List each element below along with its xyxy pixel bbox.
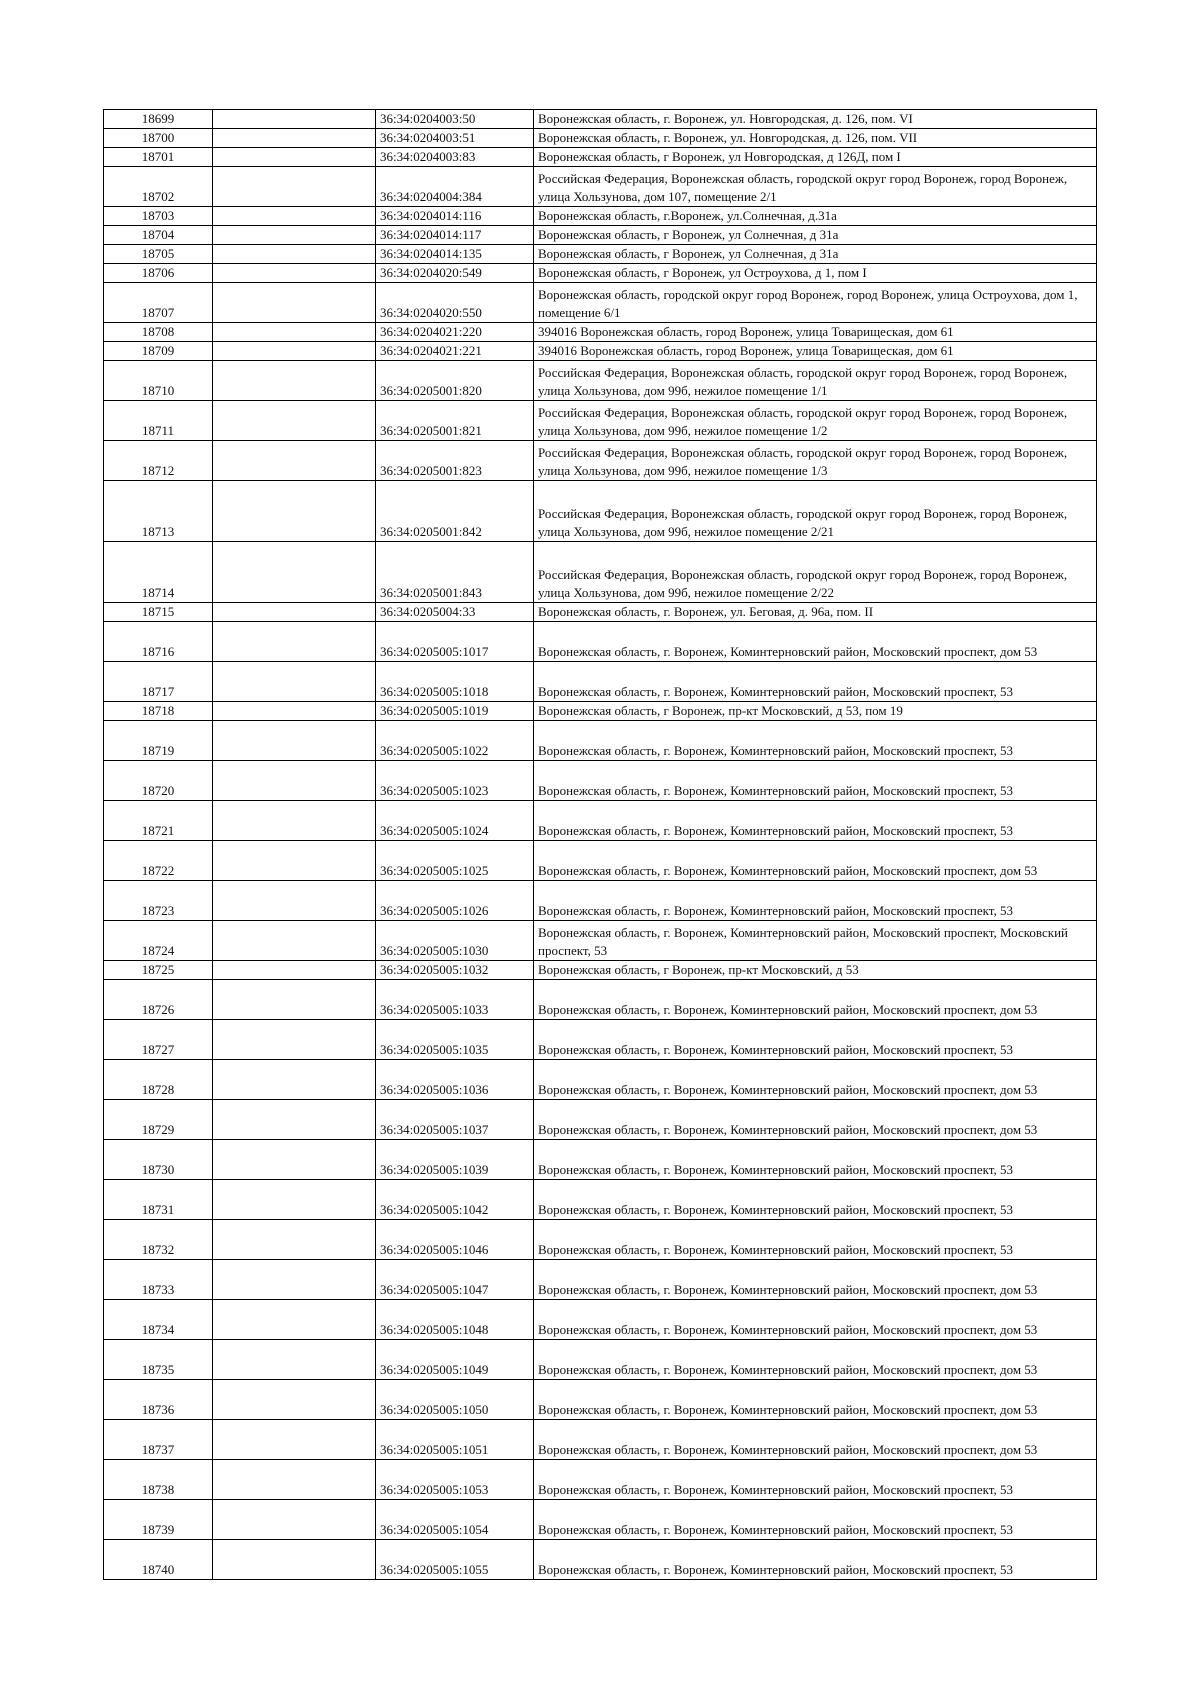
address-cell: Воронежская область, г Воронеж, ул Остроухова, д 1, пом I [534, 264, 1097, 283]
empty-cell [213, 1100, 376, 1140]
address-cell: Российская Федерация, Воронежская область, городской округ город Воронеж, город Воронеж, улица Хользунова, дом 99б, нежилое помещение 2/21 [534, 481, 1097, 542]
row-number-cell: 18729 [104, 1100, 213, 1140]
table-row [104, 1300, 1097, 1340]
address-cell: Воронежская область, г. Воронеж, ул. Новгородская, д. 126, пом. VII [534, 129, 1097, 148]
table-row [104, 1460, 1097, 1500]
table-row [104, 980, 1097, 1020]
empty-cell [213, 441, 376, 481]
table-row [104, 481, 1097, 542]
table-row [104, 226, 1097, 245]
row-number-cell: 18713 [104, 481, 213, 542]
table-row [104, 1340, 1097, 1380]
empty-cell [213, 401, 376, 441]
cadastral-number-cell: 36:34:0204003:83 [376, 148, 534, 167]
address-cell: Воронежская область, г. Воронеж, Коминтерновский район, Московский проспект, 53 [534, 1180, 1097, 1220]
address-cell: Воронежская область, г. Воронеж, Коминтерновский район, Московский проспект, дом 53 [534, 1380, 1097, 1420]
cadastral-number-cell: 36:34:0205005:1039 [376, 1140, 534, 1180]
address-cell: Российская Федерация, Воронежская область, городской округ город Воронеж, город Воронеж, улица Хользунова, дом 99б, нежилое помещение 1/2 [534, 401, 1097, 441]
empty-cell [213, 542, 376, 603]
table-row [104, 1020, 1097, 1060]
address-cell: Воронежская область, г. Воронеж, Коминтерновский район, Московский проспект, 53 [534, 1220, 1097, 1260]
table-row [104, 441, 1097, 481]
empty-cell [213, 721, 376, 761]
cadastral-number-cell: 36:34:0205005:1025 [376, 841, 534, 881]
table-row [104, 1540, 1097, 1580]
row-number-cell: 18739 [104, 1500, 213, 1540]
address-cell: Российская Федерация, Воронежская область, городской округ город Воронеж, город Воронеж, улица Хользунова, дом 99б, нежилое помещение 1/3 [534, 441, 1097, 481]
empty-cell [213, 110, 376, 129]
empty-cell [213, 342, 376, 361]
cadastral-number-cell: 36:34:0205005:1051 [376, 1420, 534, 1460]
empty-cell [213, 1460, 376, 1500]
row-number-cell: 18705 [104, 245, 213, 264]
cadastral-number-cell: 36:34:0205005:1048 [376, 1300, 534, 1340]
row-number-cell: 18711 [104, 401, 213, 441]
address-cell: Российская Федерация, Воронежская область, городской округ город Воронеж, город Воронеж, улица Хользунова, дом 107, помещение 2/1 [534, 167, 1097, 207]
empty-cell [213, 148, 376, 167]
table-row [104, 622, 1097, 662]
cadastral-number-cell: 36:34:0205005:1054 [376, 1500, 534, 1540]
table-row [104, 801, 1097, 841]
table-row [104, 110, 1097, 129]
empty-cell [213, 1380, 376, 1420]
table-row [104, 1380, 1097, 1420]
row-number-cell: 18733 [104, 1260, 213, 1300]
empty-cell [213, 226, 376, 245]
address-cell: Воронежская область, г. Воронеж, ул. Беговая, д. 96а, пом. II [534, 603, 1097, 622]
cadastral-number-cell: 36:34:0205001:821 [376, 401, 534, 441]
cadastral-number-cell: 36:34:0205005:1050 [376, 1380, 534, 1420]
empty-cell [213, 323, 376, 342]
row-number-cell: 18702 [104, 167, 213, 207]
address-cell: Воронежская область, г. Воронеж, Коминтерновский район, Московский проспект, дом 53 [534, 1300, 1097, 1340]
empty-cell [213, 603, 376, 622]
cadastral-number-cell: 36:34:0205005:1036 [376, 1060, 534, 1100]
table-row [104, 841, 1097, 881]
address-cell: Воронежская область, г Воронеж, ул Новгородская, д 126Д, пом I [534, 148, 1097, 167]
empty-cell [213, 921, 376, 961]
cadastral-number-cell: 36:34:0204021:220 [376, 323, 534, 342]
row-number-cell: 18731 [104, 1180, 213, 1220]
address-cell: Воронежская область, г. Воронеж, ул. Новгородская, д. 126, пом. VI [534, 110, 1097, 129]
row-number-cell: 18728 [104, 1060, 213, 1100]
cadastral-number-cell: 36:34:0205005:1053 [376, 1460, 534, 1500]
empty-cell [213, 1260, 376, 1300]
empty-cell [213, 1140, 376, 1180]
row-number-cell: 18719 [104, 721, 213, 761]
row-number-cell: 18718 [104, 702, 213, 721]
row-number-cell: 18735 [104, 1340, 213, 1380]
row-number-cell: 18724 [104, 921, 213, 961]
address-cell: 394016 Воронежская область, город Воронеж, улица Товарищеская, дом 61 [534, 323, 1097, 342]
empty-cell [213, 207, 376, 226]
cadastral-number-cell: 36:34:0204020:549 [376, 264, 534, 283]
table-row [104, 1060, 1097, 1100]
cadastral-number-cell: 36:34:0205005:1049 [376, 1340, 534, 1380]
cadastral-number-cell: 36:34:0205001:842 [376, 481, 534, 542]
cadastral-number-cell: 36:34:0204003:51 [376, 129, 534, 148]
address-cell: Воронежская область, г. Воронеж, Коминтерновский район, Московский проспект, дом 53 [534, 622, 1097, 662]
table-row [104, 881, 1097, 921]
table-row [104, 542, 1097, 603]
cadastral-number-cell: 36:34:0204014:135 [376, 245, 534, 264]
empty-cell [213, 1020, 376, 1060]
row-number-cell: 18710 [104, 361, 213, 401]
empty-cell [213, 167, 376, 207]
cadastral-number-cell: 36:34:0205005:1055 [376, 1540, 534, 1580]
address-cell: Воронежская область, г. Воронеж, Коминтерновский район, Московский проспект, 53 [534, 1140, 1097, 1180]
cadastral-number-cell: 36:34:0205005:1024 [376, 801, 534, 841]
address-cell: Воронежская область, г.Воронеж, ул.Солнечная, д.31а [534, 207, 1097, 226]
empty-cell [213, 1540, 376, 1580]
cadastral-number-cell: 36:34:0205001:843 [376, 542, 534, 603]
table-row [104, 1420, 1097, 1460]
table-row [104, 283, 1097, 323]
address-cell: Воронежская область, г. Воронеж, Коминтерновский район, Московский проспект, 53 [534, 721, 1097, 761]
cadastral-number-cell: 36:34:0204020:550 [376, 283, 534, 323]
address-cell: Воронежская область, г. Воронеж, Коминтерновский район, Московский проспект, дом 53 [534, 1260, 1097, 1300]
row-number-cell: 18701 [104, 148, 213, 167]
address-cell: Воронежская область, г Воронеж, пр-кт Московский, д 53, пом 19 [534, 702, 1097, 721]
address-cell: Воронежская область, г. Воронеж, Коминтерновский район, Московский проспект, дом 53 [534, 1060, 1097, 1100]
row-number-cell: 18725 [104, 961, 213, 980]
address-cell: 394016 Воронежская область, город Воронеж, улица Товарищеская, дом 61 [534, 342, 1097, 361]
row-number-cell: 18700 [104, 129, 213, 148]
cadastral-number-cell: 36:34:0205005:1032 [376, 961, 534, 980]
cadastral-number-cell: 36:34:0205005:1035 [376, 1020, 534, 1060]
row-number-cell: 18734 [104, 1300, 213, 1340]
row-number-cell: 18699 [104, 110, 213, 129]
table-row [104, 1140, 1097, 1180]
empty-cell [213, 129, 376, 148]
row-number-cell: 18709 [104, 342, 213, 361]
row-number-cell: 18723 [104, 881, 213, 921]
empty-cell [213, 961, 376, 980]
row-number-cell: 18726 [104, 980, 213, 1020]
empty-cell [213, 702, 376, 721]
cadastral-number-cell: 36:34:0204004:384 [376, 167, 534, 207]
property-table [103, 109, 1097, 1580]
address-cell: Воронежская область, г Воронеж, ул Солнечная, д 31а [534, 226, 1097, 245]
table-row [104, 921, 1097, 961]
address-cell: Воронежская область, г. Воронеж, Коминтерновский район, Московский проспект, дом 53 [534, 841, 1097, 881]
address-cell: Воронежская область, г. Воронеж, Коминтерновский район, Московский проспект, дом 53 [534, 1420, 1097, 1460]
empty-cell [213, 245, 376, 264]
row-number-cell: 18720 [104, 761, 213, 801]
empty-cell [213, 881, 376, 921]
table-row [104, 207, 1097, 226]
address-cell: Воронежская область, г. Воронеж, Коминтерновский район, Московский проспект, 53 [534, 662, 1097, 702]
cadastral-number-cell: 36:34:0204014:116 [376, 207, 534, 226]
row-number-cell: 18707 [104, 283, 213, 323]
table-row [104, 1260, 1097, 1300]
empty-cell [213, 980, 376, 1020]
row-number-cell: 18706 [104, 264, 213, 283]
empty-cell [213, 1060, 376, 1100]
table-row [104, 148, 1097, 167]
table-row [104, 1180, 1097, 1220]
row-number-cell: 18704 [104, 226, 213, 245]
address-cell: Воронежская область, г. Воронеж, Коминтерновский район, Московский проспект, дом 53 [534, 980, 1097, 1020]
cadastral-number-cell: 36:34:0205005:1046 [376, 1220, 534, 1260]
table-row [104, 401, 1097, 441]
cadastral-number-cell: 36:34:0204003:50 [376, 110, 534, 129]
cadastral-number-cell: 36:34:0205005:1042 [376, 1180, 534, 1220]
table-row [104, 323, 1097, 342]
row-number-cell: 18716 [104, 622, 213, 662]
row-number-cell: 18714 [104, 542, 213, 603]
address-cell: Воронежская область, г. Воронеж, Коминтерновский район, Московский проспект, Московский проспект, 53 [534, 921, 1097, 961]
row-number-cell: 18740 [104, 1540, 213, 1580]
row-number-cell: 18732 [104, 1220, 213, 1260]
table-row [104, 361, 1097, 401]
address-cell: Воронежская область, г. Воронеж, Коминтерновский район, Московский проспект, 53 [534, 801, 1097, 841]
table-row [104, 1220, 1097, 1260]
row-number-cell: 18730 [104, 1140, 213, 1180]
cadastral-number-cell: 36:34:0205001:820 [376, 361, 534, 401]
cadastral-number-cell: 36:34:0205005:1033 [376, 980, 534, 1020]
table-row [104, 264, 1097, 283]
cadastral-number-cell: 36:34:0205005:1022 [376, 721, 534, 761]
cadastral-number-cell: 36:34:0204021:221 [376, 342, 534, 361]
table-row [104, 761, 1097, 801]
address-cell: Воронежская область, г. Воронеж, Коминтерновский район, Московский проспект, 53 [534, 1540, 1097, 1580]
empty-cell [213, 1180, 376, 1220]
empty-cell [213, 264, 376, 283]
address-cell: Воронежская область, г Воронеж, ул Солнечная, д 31а [534, 245, 1097, 264]
cadastral-number-cell: 36:34:0205005:1047 [376, 1260, 534, 1300]
address-cell: Воронежская область, г. Воронеж, Коминтерновский район, Московский проспект, дом 53 [534, 1340, 1097, 1380]
empty-cell [213, 662, 376, 702]
table-row [104, 129, 1097, 148]
address-cell: Российская Федерация, Воронежская область, городской округ город Воронеж, город Воронеж, улица Хользунова, дом 99б, нежилое помещение 1/1 [534, 361, 1097, 401]
table-body [104, 110, 1097, 1580]
table-row [104, 1500, 1097, 1540]
empty-cell [213, 1300, 376, 1340]
empty-cell [213, 1500, 376, 1540]
cadastral-number-cell: 36:34:0205005:1017 [376, 622, 534, 662]
empty-cell [213, 481, 376, 542]
empty-cell [213, 761, 376, 801]
cadastral-number-cell: 36:34:0205001:823 [376, 441, 534, 481]
table-row [104, 721, 1097, 761]
address-cell: Воронежская область, г. Воронеж, Коминтерновский район, Московский проспект, 53 [534, 881, 1097, 921]
row-number-cell: 18737 [104, 1420, 213, 1460]
table-row [104, 961, 1097, 980]
empty-cell [213, 841, 376, 881]
table-row [104, 1100, 1097, 1140]
address-cell: Воронежская область, городской округ город Воронеж, город Воронеж, улица Остроухова, дом 1, помещение 6/1 [534, 283, 1097, 323]
address-cell: Воронежская область, г Воронеж, пр-кт Московский, д 53 [534, 961, 1097, 980]
cadastral-number-cell: 36:34:0205005:1030 [376, 921, 534, 961]
address-cell: Воронежская область, г. Воронеж, Коминтерновский район, Московский проспект, 53 [534, 1020, 1097, 1060]
row-number-cell: 18708 [104, 323, 213, 342]
cadastral-number-cell: 36:34:0205005:1026 [376, 881, 534, 921]
empty-cell [213, 283, 376, 323]
cadastral-number-cell: 36:34:0205005:1023 [376, 761, 534, 801]
empty-cell [213, 1340, 376, 1380]
row-number-cell: 18712 [104, 441, 213, 481]
empty-cell [213, 622, 376, 662]
empty-cell [213, 801, 376, 841]
cadastral-number-cell: 36:34:0205004:33 [376, 603, 534, 622]
cadastral-number-cell: 36:34:0205005:1037 [376, 1100, 534, 1140]
row-number-cell: 18727 [104, 1020, 213, 1060]
row-number-cell: 18722 [104, 841, 213, 881]
table-row [104, 167, 1097, 207]
cadastral-number-cell: 36:34:0205005:1019 [376, 702, 534, 721]
address-cell: Воронежская область, г. Воронеж, Коминтерновский район, Московский проспект, 53 [534, 761, 1097, 801]
cadastral-number-cell: 36:34:0205005:1018 [376, 662, 534, 702]
cadastral-number-cell: 36:34:0204014:117 [376, 226, 534, 245]
empty-cell [213, 1420, 376, 1460]
table-row [104, 603, 1097, 622]
table-row [104, 662, 1097, 702]
address-cell: Воронежская область, г. Воронеж, Коминтерновский район, Московский проспект, 53 [534, 1460, 1097, 1500]
table-row [104, 702, 1097, 721]
row-number-cell: 18738 [104, 1460, 213, 1500]
row-number-cell: 18717 [104, 662, 213, 702]
empty-cell [213, 361, 376, 401]
table-row [104, 342, 1097, 361]
row-number-cell: 18736 [104, 1380, 213, 1420]
row-number-cell: 18703 [104, 207, 213, 226]
address-cell: Российская Федерация, Воронежская область, городской округ город Воронеж, город Воронеж, улица Хользунова, дом 99б, нежилое помещение 2/22 [534, 542, 1097, 603]
address-cell: Воронежская область, г. Воронеж, Коминтерновский район, Московский проспект, 53 [534, 1500, 1097, 1540]
address-cell: Воронежская область, г. Воронеж, Коминтерновский район, Московский проспект, дом 53 [534, 1100, 1097, 1140]
table-row [104, 245, 1097, 264]
row-number-cell: 18715 [104, 603, 213, 622]
empty-cell [213, 1220, 376, 1260]
row-number-cell: 18721 [104, 801, 213, 841]
